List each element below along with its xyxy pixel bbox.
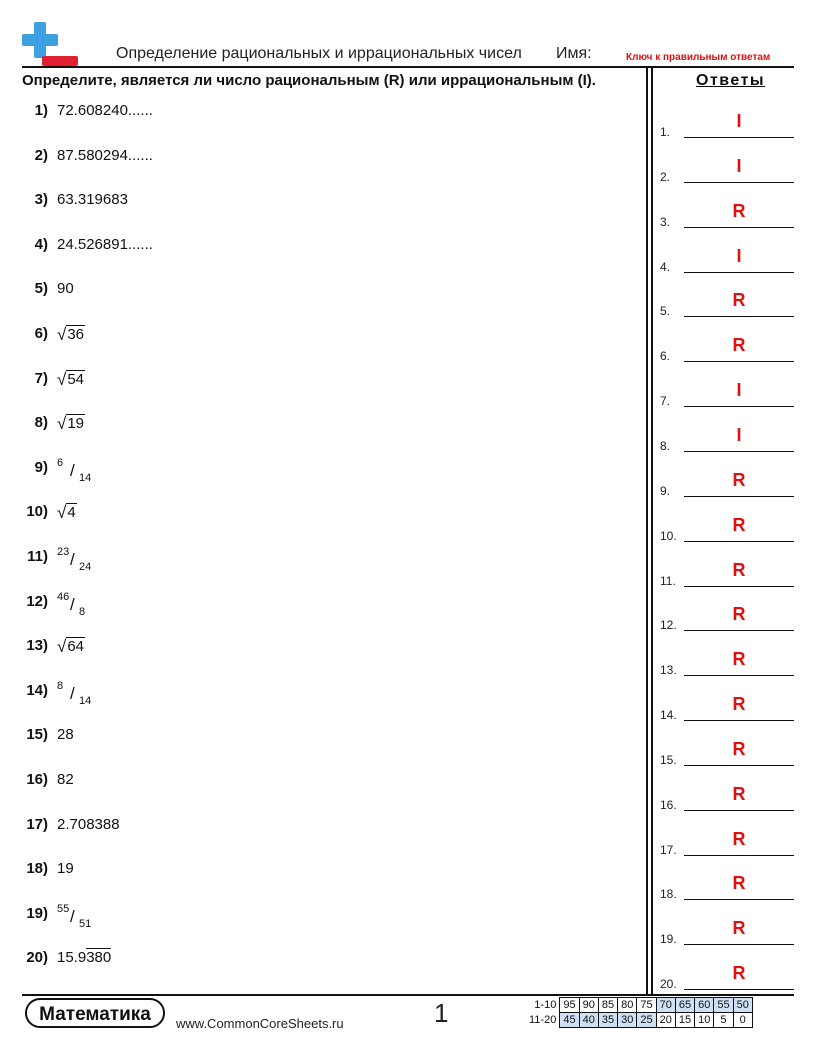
problem-expression xyxy=(57,325,85,344)
name-label: Имя: xyxy=(556,45,592,62)
problem-expression xyxy=(57,236,153,253)
answer-number: 9. xyxy=(660,483,671,498)
fraction-numerator: 8 xyxy=(57,679,64,692)
problem-number: 13) xyxy=(26,637,48,655)
fraction-slash: / xyxy=(70,460,75,480)
problem-expression xyxy=(57,191,128,208)
score-cell: 70 xyxy=(656,998,675,1013)
radicand: 4 xyxy=(67,504,76,522)
problem-expression xyxy=(57,902,99,937)
answer-row xyxy=(660,951,794,991)
problem-number: 20) xyxy=(26,949,48,967)
score-cell: 65 xyxy=(675,998,694,1013)
answer-value: R xyxy=(732,604,746,625)
answer-number: 15. xyxy=(660,752,677,767)
answer-line xyxy=(684,989,794,990)
problem-expression xyxy=(57,147,153,164)
answer-line xyxy=(684,899,794,900)
answer-number: 5. xyxy=(660,304,671,319)
score-cell: 45 xyxy=(560,1013,579,1028)
answer-line xyxy=(684,765,794,766)
square-root xyxy=(57,500,77,521)
answer-value: I xyxy=(736,245,742,266)
answer-number: 4. xyxy=(660,259,671,274)
problem-expression xyxy=(57,280,74,297)
page-title: Определение рациональных и иррациональных чисел xyxy=(116,45,522,62)
score-cell: 55 xyxy=(714,998,733,1013)
problem-item xyxy=(22,147,153,171)
radicand: 36 xyxy=(67,326,85,343)
answer-row xyxy=(660,99,794,139)
problem-value: 63.319683 xyxy=(57,191,128,209)
score-cell: 85 xyxy=(598,998,617,1013)
answer-value: R xyxy=(732,469,746,490)
answer-value: R xyxy=(732,738,746,759)
radical-sign-icon: √ xyxy=(57,414,67,434)
problem-value: 2.708388 xyxy=(57,815,120,833)
problem-item xyxy=(22,679,99,707)
answer-value: R xyxy=(732,694,746,715)
problem-value: 19 xyxy=(57,860,74,878)
square-root xyxy=(57,634,85,655)
problem-number: 4) xyxy=(34,235,48,253)
problem-number: 19) xyxy=(26,904,48,922)
problem-value: 90 xyxy=(57,280,74,298)
answer-number: 19. xyxy=(660,932,677,947)
answer-row xyxy=(660,503,794,543)
answer-row xyxy=(660,323,794,363)
answer-value: I xyxy=(736,424,742,445)
site-url: www.CommonCoreSheets.ru xyxy=(176,1016,344,1031)
fraction-numerator: 23 xyxy=(57,546,70,558)
fraction-slash: / xyxy=(70,550,75,569)
problem-item xyxy=(22,503,77,527)
problem-expression xyxy=(57,637,85,656)
problem-value: 87.580294...... xyxy=(57,146,153,164)
radicand: 19 xyxy=(67,415,85,433)
problem-value: 15.9 xyxy=(57,949,87,967)
fraction xyxy=(57,679,99,710)
answer-value: R xyxy=(732,963,746,984)
problem-number: 2) xyxy=(34,146,48,164)
answer-row xyxy=(660,144,794,184)
fraction-numerator: 46 xyxy=(57,590,70,603)
answer-line xyxy=(684,182,794,183)
answer-line xyxy=(684,272,794,273)
fraction-denominator: 14 xyxy=(79,471,92,484)
answer-value: I xyxy=(736,380,742,401)
fraction-denominator: 51 xyxy=(79,917,92,930)
answer-row xyxy=(660,906,794,946)
score-cell: 25 xyxy=(637,1013,656,1028)
problem-number: 11) xyxy=(27,548,48,565)
problem-expression xyxy=(57,771,74,788)
answer-number: 7. xyxy=(660,394,671,409)
score-range-label: 1-10 xyxy=(534,999,557,1011)
problem-expression xyxy=(57,860,74,877)
fraction xyxy=(57,456,99,487)
square-root xyxy=(57,411,85,432)
answer-number: 6. xyxy=(660,349,671,364)
fraction-slash: / xyxy=(70,906,75,926)
problem-expression xyxy=(57,548,99,580)
answer-line xyxy=(684,227,794,228)
fraction-slash: / xyxy=(70,683,75,703)
problem-item xyxy=(22,325,85,349)
score-cell: 75 xyxy=(637,998,656,1013)
score-cell: 10 xyxy=(695,1013,714,1028)
fraction xyxy=(57,590,99,621)
page-number: 1 xyxy=(434,998,449,1028)
answer-number: 18. xyxy=(660,887,677,902)
answer-number: 10. xyxy=(660,528,677,543)
repeating-digits: 380 xyxy=(86,949,112,967)
score-cell: 15 xyxy=(675,1013,694,1028)
radical-sign-icon: √ xyxy=(57,503,67,523)
instructions: Определите, является ли число рациональным (R) или иррациональным (I). xyxy=(22,72,596,89)
problem-item xyxy=(22,726,74,750)
problem-expression xyxy=(57,503,77,522)
answer-number: 14. xyxy=(660,708,677,723)
answer-line xyxy=(684,541,794,542)
problem-item xyxy=(22,816,120,840)
problem-number: 9) xyxy=(34,458,48,476)
answer-row xyxy=(660,727,794,767)
problem-item xyxy=(22,370,85,394)
problem-item xyxy=(22,414,85,438)
problem-item xyxy=(22,280,74,304)
answer-value: I xyxy=(736,111,742,131)
score-row xyxy=(526,998,752,1013)
fraction-numerator: 6 xyxy=(57,456,64,469)
score-cell: 0 xyxy=(733,1013,752,1028)
problem-item xyxy=(22,191,128,215)
answer-number: 2. xyxy=(660,169,671,184)
answer-number: 12. xyxy=(660,618,677,633)
square-root xyxy=(57,322,85,343)
answer-row xyxy=(660,413,794,453)
answer-row xyxy=(660,637,794,677)
problem-number: 10) xyxy=(26,503,48,521)
problem-expression xyxy=(57,949,111,966)
problem-number: 8) xyxy=(34,414,48,432)
problem-value: 28 xyxy=(57,726,74,744)
score-cell: 35 xyxy=(598,1013,617,1028)
problem-number: 15) xyxy=(26,726,48,744)
answer-row xyxy=(660,368,794,408)
answer-value: I xyxy=(736,155,742,176)
problem-item xyxy=(22,236,153,260)
score-cell: 40 xyxy=(579,1013,598,1028)
answer-number: 13. xyxy=(660,663,677,678)
score-cell: 80 xyxy=(618,998,637,1013)
problem-expression xyxy=(57,590,99,625)
answer-row xyxy=(660,458,794,498)
answer-value: R xyxy=(732,335,746,356)
problem-expression xyxy=(57,726,74,743)
answer-number: 16. xyxy=(660,797,677,812)
score-cell: 30 xyxy=(618,1013,637,1028)
answer-value: R xyxy=(732,828,746,849)
problem-expression xyxy=(57,679,99,714)
answer-value: R xyxy=(732,873,746,894)
answer-line xyxy=(684,675,794,676)
problem-value: 72.608240...... xyxy=(57,102,153,119)
problem-value: 24.526891...... xyxy=(57,235,153,253)
problem-number: 18) xyxy=(26,860,48,878)
answer-line xyxy=(684,496,794,497)
score-cell: 50 xyxy=(733,998,752,1013)
score-cell: 90 xyxy=(579,998,598,1013)
answer-line xyxy=(684,855,794,856)
answer-value: R xyxy=(732,290,746,311)
answer-number: 8. xyxy=(660,438,671,453)
score-table xyxy=(526,997,753,1028)
answer-number: 3. xyxy=(660,214,671,229)
column-divider-left xyxy=(646,67,648,995)
problem-expression xyxy=(57,456,99,491)
score-cell: 5 xyxy=(714,1013,733,1028)
answer-number: 11. xyxy=(660,573,676,588)
answer-value: R xyxy=(732,514,746,535)
answer-line xyxy=(684,586,794,587)
problem-item xyxy=(22,102,153,126)
answer-line xyxy=(684,720,794,721)
problem-number: 3) xyxy=(34,191,48,209)
fraction-denominator: 8 xyxy=(79,605,86,618)
answer-line xyxy=(684,944,794,945)
problem-number: 16) xyxy=(26,771,48,788)
fraction-denominator: 14 xyxy=(79,694,92,707)
problem-item xyxy=(22,548,99,572)
score-cell: 20 xyxy=(656,1013,675,1028)
score-cell: 60 xyxy=(695,998,714,1013)
answer-number: 20. xyxy=(660,977,677,992)
footer-divider xyxy=(22,994,794,996)
answer-value: R xyxy=(732,918,746,939)
radical-sign-icon: √ xyxy=(57,369,67,389)
radicand: 64 xyxy=(67,638,85,656)
answer-row xyxy=(660,861,794,901)
problem-item xyxy=(22,902,99,930)
problem-number: 7) xyxy=(34,369,48,387)
problem-number: 5) xyxy=(34,280,48,298)
answer-line xyxy=(684,316,794,317)
logo-plus-minus-icon xyxy=(22,22,78,66)
answer-row xyxy=(660,278,794,318)
answer-value: R xyxy=(732,200,746,221)
score-cell: 95 xyxy=(560,998,579,1013)
answer-row xyxy=(660,189,794,229)
square-root xyxy=(57,367,85,388)
answer-line xyxy=(684,810,794,811)
answer-row xyxy=(660,592,794,632)
answer-row xyxy=(660,234,794,274)
answer-row xyxy=(660,548,794,588)
answer-line xyxy=(684,630,794,631)
answer-value: R xyxy=(732,649,746,670)
radical-sign-icon: √ xyxy=(57,325,67,344)
problem-item xyxy=(22,637,85,661)
fraction xyxy=(57,548,99,576)
answer-row xyxy=(660,682,794,722)
answer-value: R xyxy=(732,783,746,804)
answer-line xyxy=(684,361,794,362)
problem-item xyxy=(22,456,99,484)
answer-number: 17. xyxy=(660,842,677,857)
answer-line xyxy=(684,406,794,407)
answer-key-label: Ключ к правильным ответам xyxy=(626,52,771,63)
score-row xyxy=(526,1013,752,1028)
answers-title: Ответы xyxy=(696,72,766,89)
answer-number: 1. xyxy=(660,125,671,139)
fraction-denominator: 24 xyxy=(79,561,92,573)
fraction-slash: / xyxy=(70,594,75,614)
problem-item xyxy=(22,860,74,884)
problem-number: 12) xyxy=(26,592,48,610)
brand-badge: Математика xyxy=(25,998,165,1028)
problem-number: 1) xyxy=(34,102,48,119)
problem-expression xyxy=(57,102,153,119)
answer-row xyxy=(660,817,794,857)
answer-value: R xyxy=(732,559,746,580)
problem-expression xyxy=(57,414,85,433)
problem-number: 6) xyxy=(34,325,48,342)
problem-expression xyxy=(57,816,120,833)
score-range-label: 11-20 xyxy=(529,1014,557,1026)
problem-item xyxy=(22,590,99,618)
answer-line xyxy=(684,451,794,452)
fraction-numerator: 55 xyxy=(57,902,70,915)
problem-number: 14) xyxy=(26,681,48,699)
radical-sign-icon: √ xyxy=(57,637,67,657)
problem-number: 17) xyxy=(26,815,48,833)
problem-item xyxy=(22,949,111,973)
column-divider-right xyxy=(651,67,653,995)
fraction xyxy=(57,902,99,933)
header-divider xyxy=(22,66,794,68)
radicand: 54 xyxy=(67,370,85,388)
problem-expression xyxy=(57,370,85,389)
problem-item xyxy=(22,771,74,795)
answer-line xyxy=(684,137,794,138)
answer-row xyxy=(660,772,794,812)
problem-value: 82 xyxy=(57,771,74,788)
